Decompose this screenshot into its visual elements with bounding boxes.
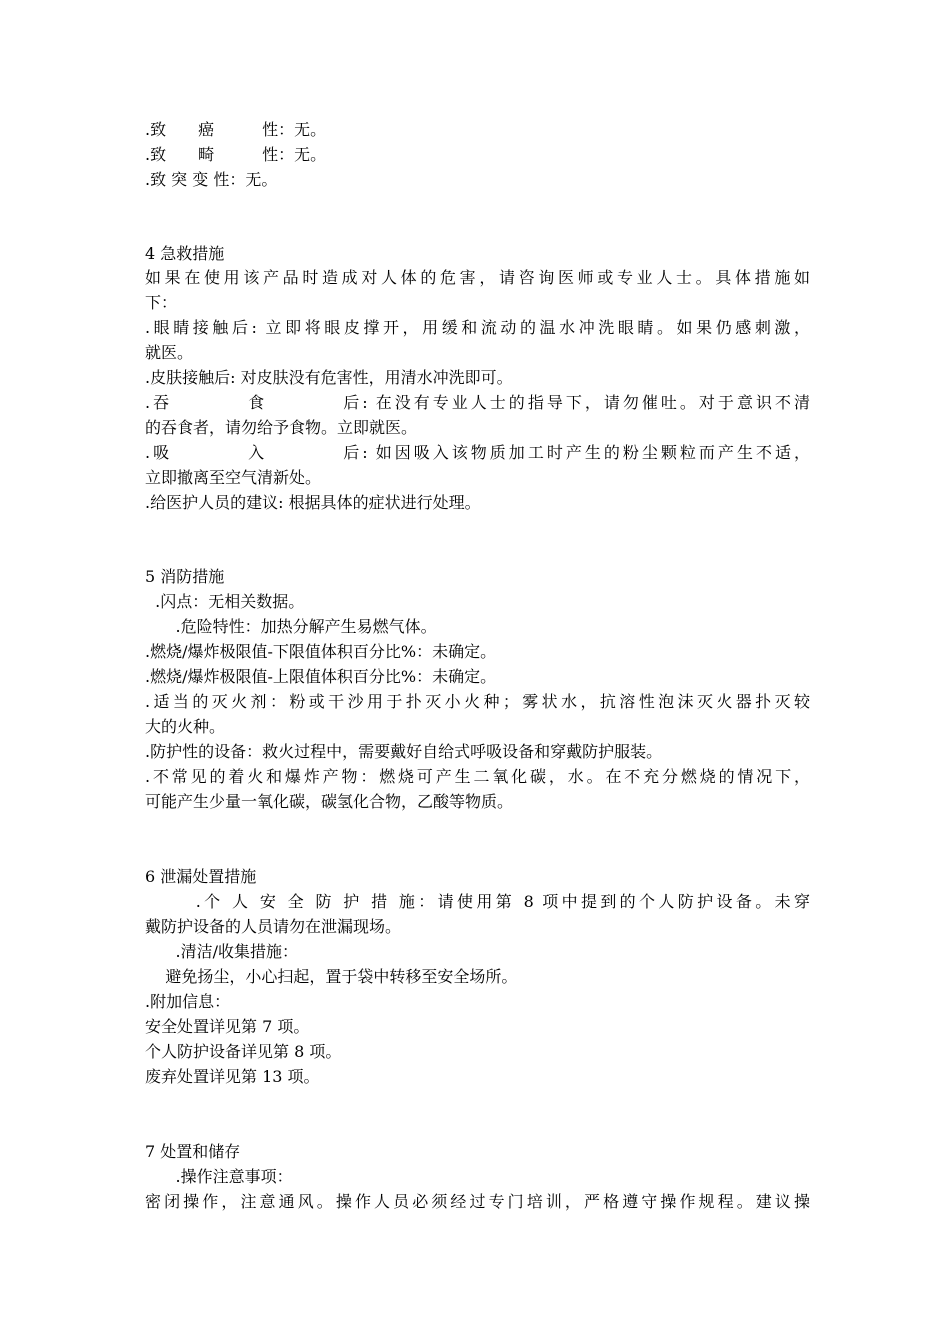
section-6-heading: 6 泄漏处置措施: [145, 867, 257, 886]
first-aid-intro-line-2: 下：: [145, 293, 178, 312]
hazard-characteristics-line: .危险特性：加热分解产生易燃气体。: [145, 617, 437, 636]
section-5-heading: 5 消防措施: [145, 567, 225, 586]
eye-contact-line-1: .眼睛接触后: 立即将眼皮撑开，用缓和流动的温水冲洗眼睛。如果仍感刺激，: [145, 318, 810, 337]
ingestion-line-1: .吞 食 后: 在没有专业人士的指导下，请勿催吐。对于意识不清: [145, 393, 810, 412]
section-7-heading: 7 处置和储存: [145, 1142, 241, 1161]
doctor-advice-line: .给医护人员的建议: 根据具体的症状进行处理。: [145, 493, 481, 512]
ingestion-line-2: 的吞食者，请勿给予食物。立即就医。: [145, 418, 418, 437]
inhalation-line-2: 立即撤离至空气清新处。: [145, 468, 322, 487]
first-aid-intro-line-1: 如果在使用该产品时造成对人体的危害，请咨询医师或专业人士。具体措施如: [145, 268, 810, 287]
skin-contact-line: .皮肤接触后: 对皮肤没有危害性，用清水冲洗即可。: [145, 368, 513, 387]
protective-equipment-line: .防护性的设备：救火过程中，需要戴好自给式呼吸设备和穿戴防护服装。: [145, 742, 663, 761]
disposal-reference: 废弃处置详见第 13 项。: [145, 1067, 320, 1086]
personal-precautions-line-2: 戴防护设备的人员请勿在泄漏现场。: [145, 917, 402, 936]
upper-explosive-limit-line: .燃烧/爆炸极限值-上限值体积百分比%：未确定。: [145, 667, 497, 686]
combustion-products-line-2: 可能产生少量一氧化碳，碳氢化合物，乙酸等物质。: [145, 792, 514, 811]
combustion-products-line-1: .不常见的着火和爆炸产物：燃烧可产生二氧化碳，水。在不充分燃烧的情况下，: [145, 767, 810, 786]
inhalation-line-1: .吸 入 后: 如因吸入该物质加工时产生的粉尘颗粒而产生不适，: [145, 443, 810, 462]
extinguishing-media-line-1: .适当的灭火剂：粉或干沙用于扑灭小火种；雾状水，抗溶性泡沫灭火器扑灭较: [145, 692, 810, 711]
cleanup-measures-text: 避免扬尘，小心扫起，置于袋中转移至安全场所。: [145, 967, 518, 986]
lower-explosive-limit-line: .燃烧/爆炸极限值-下限值体积百分比%：未确定。: [145, 642, 497, 661]
extinguishing-media-line-2: 大的火种。: [145, 717, 226, 736]
teratogenicity-line: .致 畸 性：无。: [145, 145, 327, 164]
ppe-reference: 个人防护设备详见第 8 项。: [145, 1042, 342, 1061]
eye-contact-line-2: 就医。: [145, 343, 194, 362]
safe-handling-reference: 安全处置详见第 7 项。: [145, 1017, 310, 1036]
additional-info-title: .附加信息：: [145, 992, 231, 1011]
cleanup-measures-title: .清洁/收集措施：: [145, 942, 298, 961]
handling-notes-title: .操作注意事项：: [145, 1167, 293, 1186]
mutagenicity-line: .致 突 变 性：无。: [145, 170, 278, 189]
carcinogenicity-line: .致 癌 性：无。: [145, 120, 327, 139]
personal-precautions-line-1: .个 人 安 全 防 护 措 施：请使用第 8 项中提到的个人防护设备。未穿: [145, 892, 810, 911]
flash-point-line: .闪点：无相关数据。: [145, 592, 305, 611]
handling-notes-line-1: 密闭操作，注意通风。操作人员必须经过专门培训，严格遵守操作规程。建议操: [145, 1192, 810, 1211]
section-4-heading: 4 急救措施: [145, 244, 225, 263]
